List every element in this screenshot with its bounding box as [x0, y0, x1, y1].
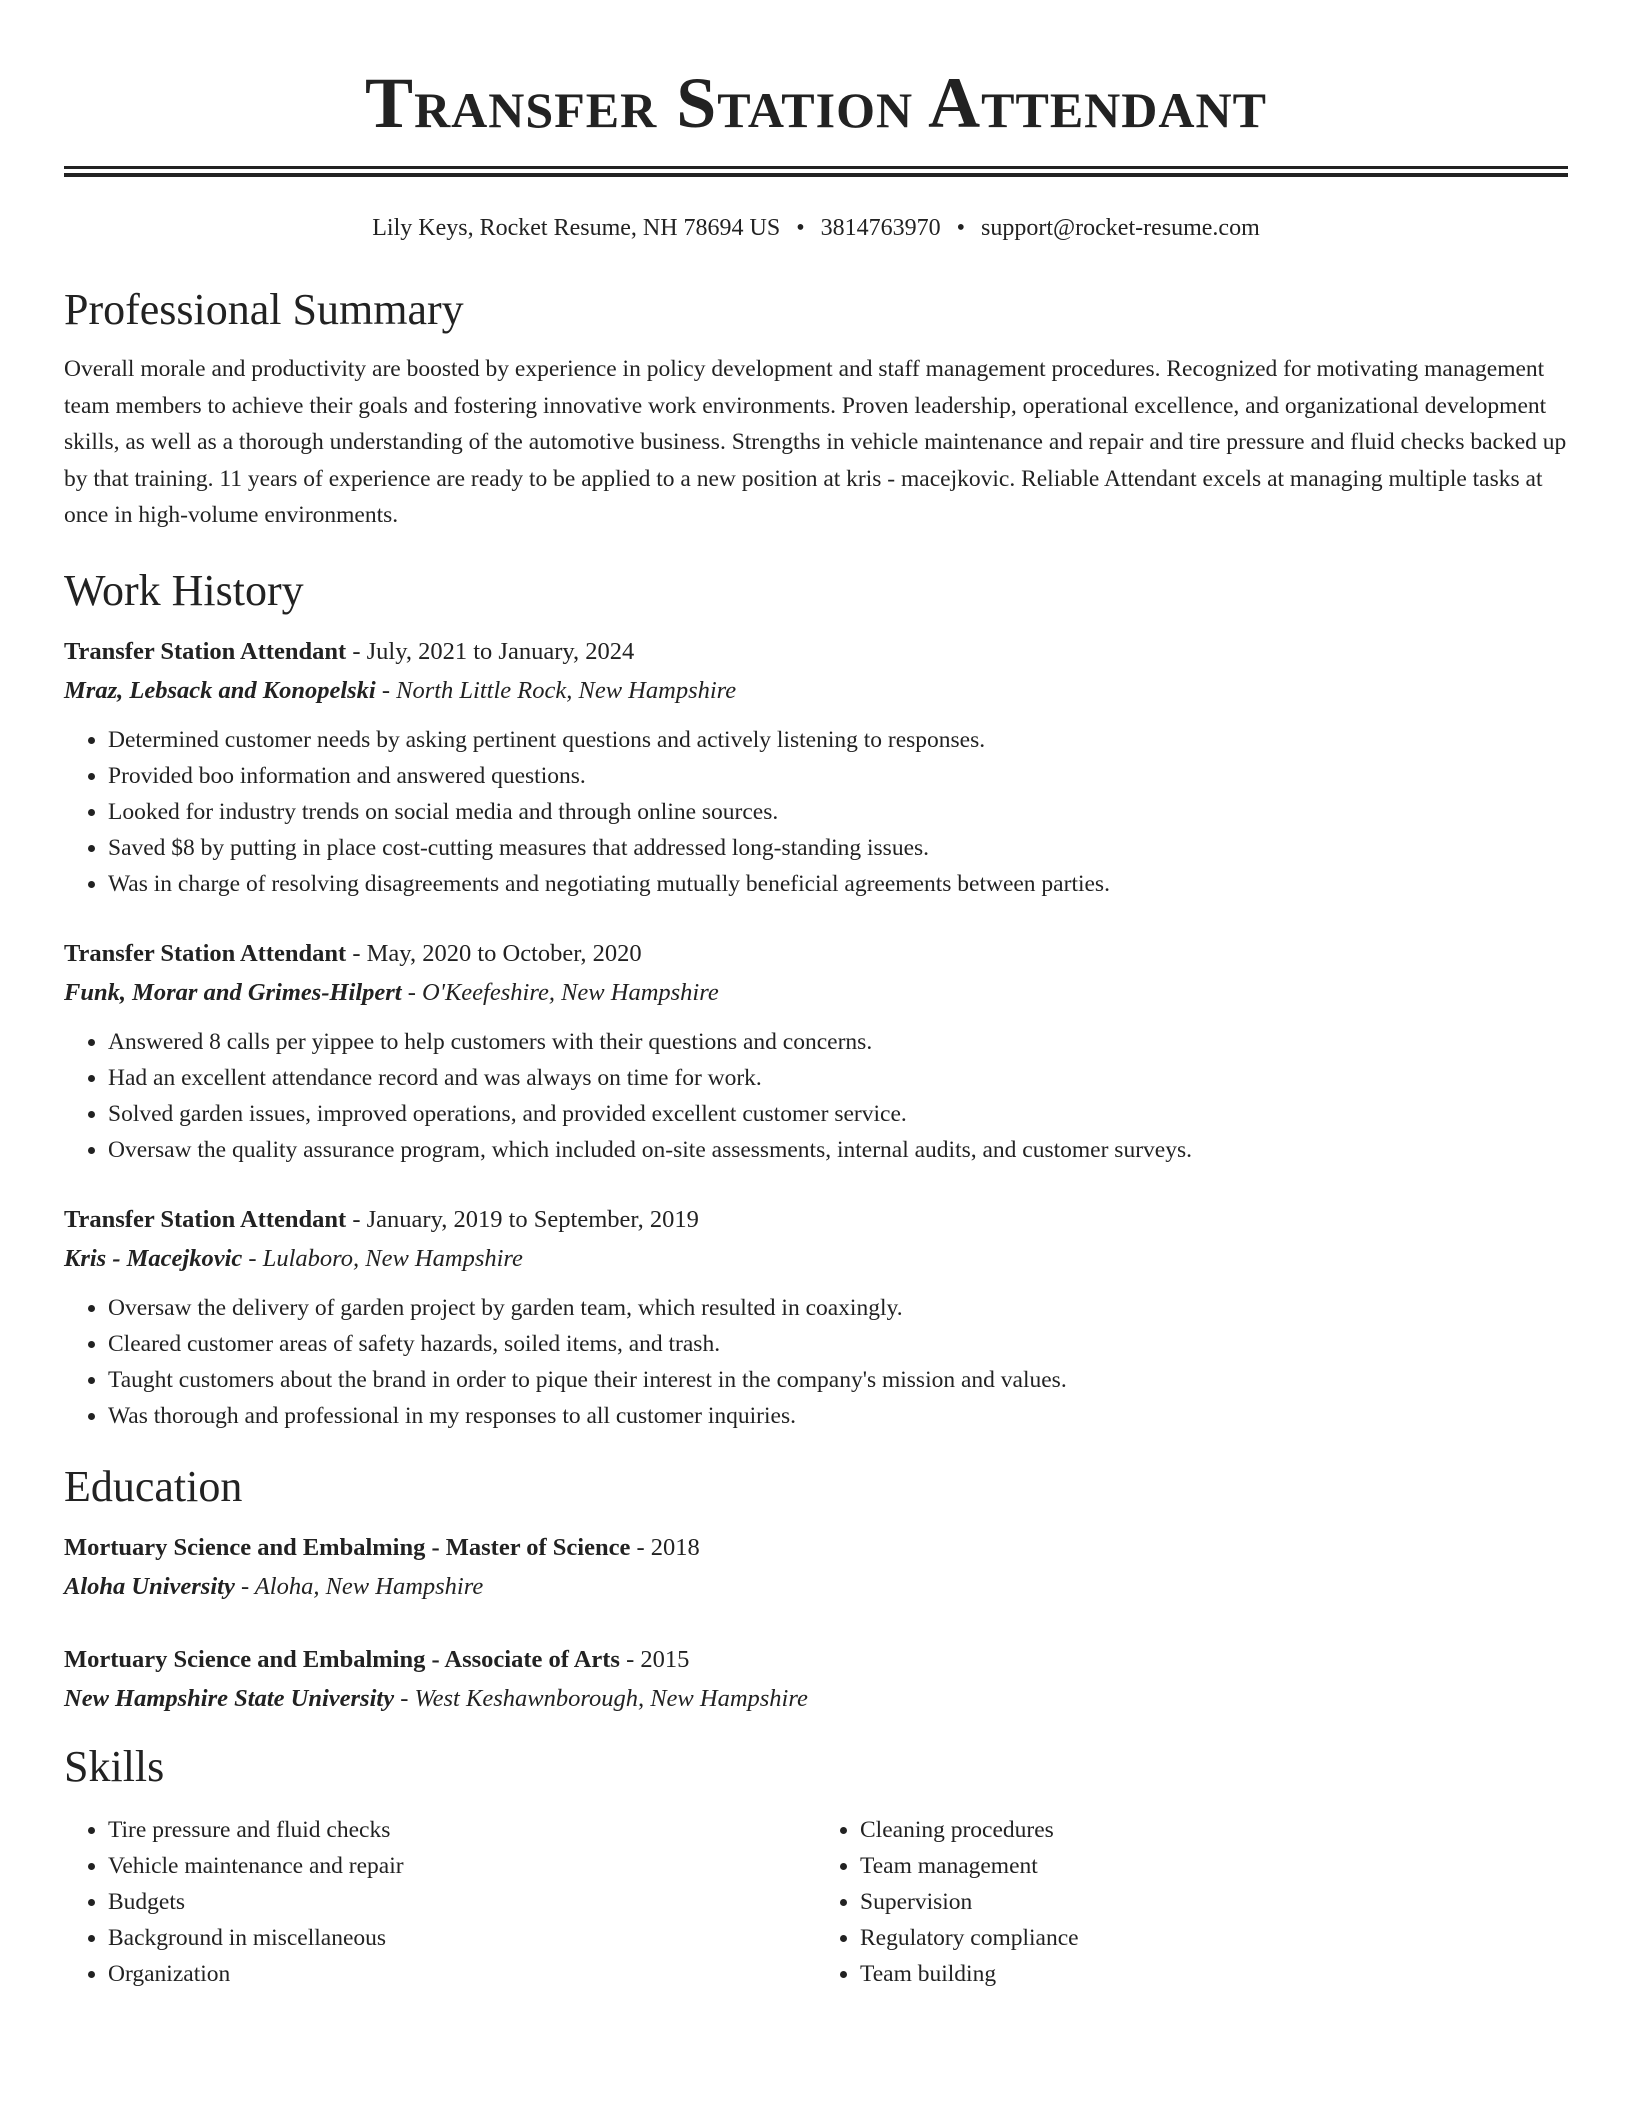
job-title-line: [64, 934, 1568, 973]
degree-line: [64, 1528, 1568, 1567]
skill-item: • Team building: [860, 1956, 1568, 1992]
skill-item: • Budgets: [108, 1884, 816, 1920]
job-location: - North Little Rock, New Hampshire: [375, 676, 737, 704]
job-bullets: [64, 1290, 1568, 1434]
skill-item: • Organization: [108, 1956, 816, 1992]
title-double-rule: [64, 166, 1568, 177]
school-line: [64, 1679, 1568, 1718]
education-section: [64, 1460, 1568, 1718]
list-item: • Saved $8 by putting in place cost-cutting measures that addressed long-standing issues.: [108, 830, 1568, 866]
skill-item: • Team management: [860, 1848, 1568, 1884]
skill-item: • Regulatory compliance: [860, 1920, 1568, 1956]
contact-separator: •: [796, 215, 805, 241]
job-company-line: [64, 1239, 1568, 1278]
contact-email: support@rocket-resume.com: [981, 215, 1260, 241]
skill-item: • Background in miscellaneous: [108, 1920, 816, 1956]
skill-item: • Vehicle maintenance and repair: [108, 1848, 816, 1884]
job-title: Transfer Station Attendant: [64, 637, 347, 665]
degree-year: - 2015: [619, 1645, 690, 1673]
degree: Mortuary Science and Embalming - Master of Science: [64, 1533, 631, 1561]
job-entry: [64, 1200, 1568, 1434]
job-dates: - May, 2020 to October, 2020: [346, 939, 642, 967]
skill-item: • Cleaning procedures: [860, 1812, 1568, 1848]
list-item: • Had an excellent attendance record and was always on time for work.: [108, 1060, 1568, 1096]
job-company-line: [64, 671, 1568, 710]
contact-address: Lily Keys, Rocket Resume, NH 78694 US: [372, 215, 781, 241]
skills-list-right: [816, 1812, 1568, 1992]
resume-title: Transfer Station Attendant: [365, 63, 1267, 143]
list-item: • Oversaw the quality assurance program, which included on-site assessments, internal audits, and customer surveys.: [108, 1132, 1568, 1168]
summary-text: Overall morale and productivity are boosted by experience in policy development and staff management procedures. Recognized for motivating management team members to achieve their goals and fostering innovative work environments. Proven leadership, operational excellence, and organizational development skills, as well as a thorough understanding of the automotive business. Strengths in vehicle maintenance and repair and tire pressure and fluid checks backed up by that training. 11 years of experience are ready to be applied to a new position at kris - macejkovic. Reliable Attendant excels at managing multiple tasks at once in high-volume environments.: [64, 356, 1567, 528]
list-item: • Cleared customer areas of safety hazards, soiled items, and trash.: [108, 1326, 1568, 1362]
job-entry: [64, 934, 1568, 1168]
education-heading: Education: [64, 1461, 243, 1511]
job-company: Kris - Macejkovic: [64, 1244, 243, 1272]
list-item: • Taught customers about the brand in order to pique their interest in the company's mission and values.: [108, 1362, 1568, 1398]
job-dates: - January, 2019 to September, 2019: [346, 1205, 699, 1233]
skills-section: [64, 1740, 1568, 1992]
list-item: • Determined customer needs by asking pertinent questions and actively listening to responses.: [108, 722, 1568, 758]
degree: Mortuary Science and Embalming - Associate of Arts: [64, 1645, 620, 1673]
work-history-section: [64, 564, 1568, 1434]
job-company-line: [64, 973, 1568, 1012]
degree-line: [64, 1640, 1568, 1679]
job-location: - O'Keefeshire, New Hampshire: [401, 978, 719, 1006]
school-line: [64, 1567, 1568, 1606]
work-history-heading: Work History: [64, 565, 304, 615]
summary-section: [64, 283, 1568, 534]
skills-heading: Skills: [64, 1741, 165, 1791]
skills-columns: [64, 1808, 1568, 1992]
list-item: • Looked for industry trends on social media and through online sources.: [108, 794, 1568, 830]
degree-year: - 2018: [630, 1533, 700, 1561]
list-item: • Solved garden issues, improved operations, and provided excellent customer service.: [108, 1096, 1568, 1132]
list-item: • Was in charge of resolving disagreements and negotiating mutually beneficial agreements between parties.: [108, 866, 1568, 902]
job-bullets: [64, 1024, 1568, 1168]
job-title: Transfer Station Attendant: [64, 1205, 347, 1233]
school: Aloha University: [64, 1572, 235, 1600]
skills-list-left: [64, 1812, 816, 1992]
contact-separator: •: [956, 215, 966, 241]
list-item: • Answered 8 calls per yippee to help customers with their questions and concerns.: [108, 1024, 1568, 1060]
list-item: • Provided boo information and answered questions.: [108, 758, 1568, 794]
contact-phone: 3814763970: [820, 215, 941, 241]
job-title: Transfer Station Attendant: [64, 939, 347, 967]
job-company: Mraz, Lebsack and Konopelski: [64, 676, 376, 704]
job-entry: [64, 632, 1568, 902]
skill-item: • Tire pressure and fluid checks: [108, 1812, 816, 1848]
job-dates: - July, 2021 to January, 2024: [346, 637, 635, 665]
school-location: - West Keshawnborough, New Hampshire: [394, 1684, 808, 1712]
job-company: Funk, Morar and Grimes-Hilpert: [64, 978, 402, 1006]
list-item: • Was thorough and professional in my responses to all customer inquiries.: [108, 1398, 1568, 1434]
job-title-line: [64, 1200, 1568, 1239]
job-title-line: [64, 632, 1568, 671]
list-item: • Oversaw the delivery of garden project by garden team, which resulted in coaxingly.: [108, 1290, 1568, 1326]
education-entry: [64, 1528, 1568, 1606]
contact-line: [64, 211, 1568, 245]
summary-heading: Professional Summary: [64, 285, 464, 334]
education-entry: [64, 1640, 1568, 1718]
job-bullets: [64, 722, 1568, 902]
skill-item: • Supervision: [860, 1884, 1568, 1920]
school: New Hampshire State University: [64, 1684, 395, 1712]
school-location: - Aloha, New Hampshire: [234, 1572, 484, 1600]
job-location: - Lulaboro, New Hampshire: [242, 1244, 523, 1272]
